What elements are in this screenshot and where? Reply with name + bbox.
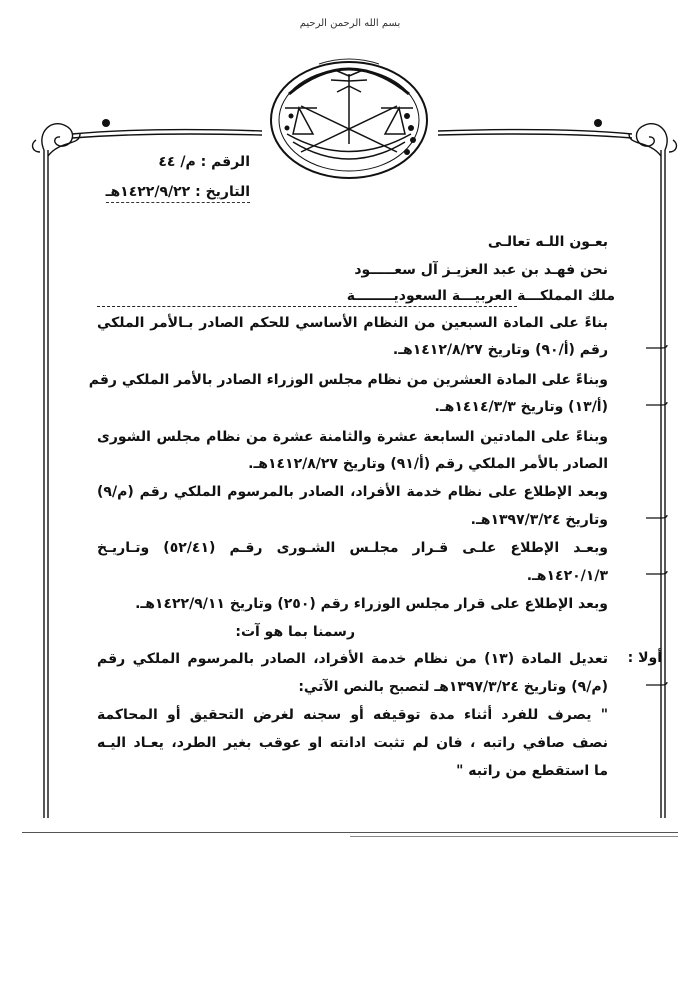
king-title: ملك المملكـــة العربيـــة السعوديــــــــة [346, 288, 615, 304]
paragraph-line: (أ/١٣) وتاريخ ١٤١٤/٣/٣هـ. [434, 399, 608, 415]
footer-rule [22, 832, 678, 833]
quoted-text-line: ما استقطع من راتبه " [456, 763, 608, 779]
paragraph-line: رقم (أ/٩٠) وتاريخ ١٤١٢/٨/٢٧هـ. [392, 342, 608, 358]
reference-date: التاريخ : ١٤٢٢/٩/٢٢هـ [106, 184, 250, 203]
paragraph-line: (م/٩) وتاريخ ١٣٩٧/٣/٢٤هـ لتصبح بالنص الآتي: [298, 679, 608, 695]
article-label: أولا : [627, 650, 662, 666]
margin-mark-icon [646, 681, 668, 689]
margin-mark-icon [646, 514, 668, 522]
paragraph-line: بناءً على المادة السبعين من النظام الأساسي للحكم الصادر بـالأمر الملكي [97, 315, 608, 331]
decree-intro: رسمنا بما هو آت: [235, 624, 355, 640]
paragraph-line: ١٤٢٠/١/٣هـ. [526, 568, 608, 584]
reference-number: الرقم : م/ ٤٤ [158, 154, 250, 170]
quoted-text-line: " يصرف للفرد أثناء مدة توقيفه أو سجنه لغرض التحقيق أو المحاكمة [97, 707, 608, 723]
king-name: نحن فهـد بن عبد العزيـز آل سعـــــود [354, 262, 608, 278]
title-underline [97, 306, 517, 307]
paragraph-line: وتاريخ ١٣٩٧/٣/٢٤هـ. [470, 512, 608, 528]
paragraph-line: تعديل المادة (١٣) من نظام خدمة الأفراد، الصادر بالمرسوم الملكي رقم [97, 651, 609, 667]
paragraph-line: وبعد الإطلاع على قرار مجلس الوزراء رقم (٢٥٠) وتاريخ ١٤٢٢/٩/١١هـ. [135, 596, 608, 612]
paragraph-line: وبعد الإطلاع على نظام خدمة الأفراد، الصادر بالمرسوم الملكي رقم (م/٩) [97, 484, 608, 500]
basmala: بسم الله الرحمن الرحيم [299, 18, 401, 29]
paragraph-line: الصادر بالأمر الملكي رقم (أ/٩١) وتاريخ ١٤١٢/٨/٢٧هـ. [248, 456, 608, 472]
paragraph-line: وبناءً على المادتين السابعة عشرة والثامنة عشرة من نظام مجلس الشورى [97, 429, 608, 445]
margin-mark-icon [646, 401, 668, 409]
paragraph-line: وبناءً على المادة العشرين من نظام مجلس الوزراء الصادر بالأمر الملكي رقم [88, 372, 608, 388]
margin-mark-icon [646, 344, 668, 352]
footer-rule [350, 836, 678, 837]
quoted-text-line: نصف صافي راتبه ، فان لم تثبت ادانته او عوقب بغير الطرد، يعـاد اليـه [97, 735, 608, 751]
paragraph-line: وبعـد الإطلاع علـى قـرار مجلـس الشـورى رقـم (٥٢/٤١) وتـاريـخ [97, 540, 608, 556]
invocation: بعـون اللـه تعالـى [487, 234, 608, 250]
margin-mark-icon [646, 570, 668, 578]
kingdom-emblem-icon [259, 34, 439, 182]
